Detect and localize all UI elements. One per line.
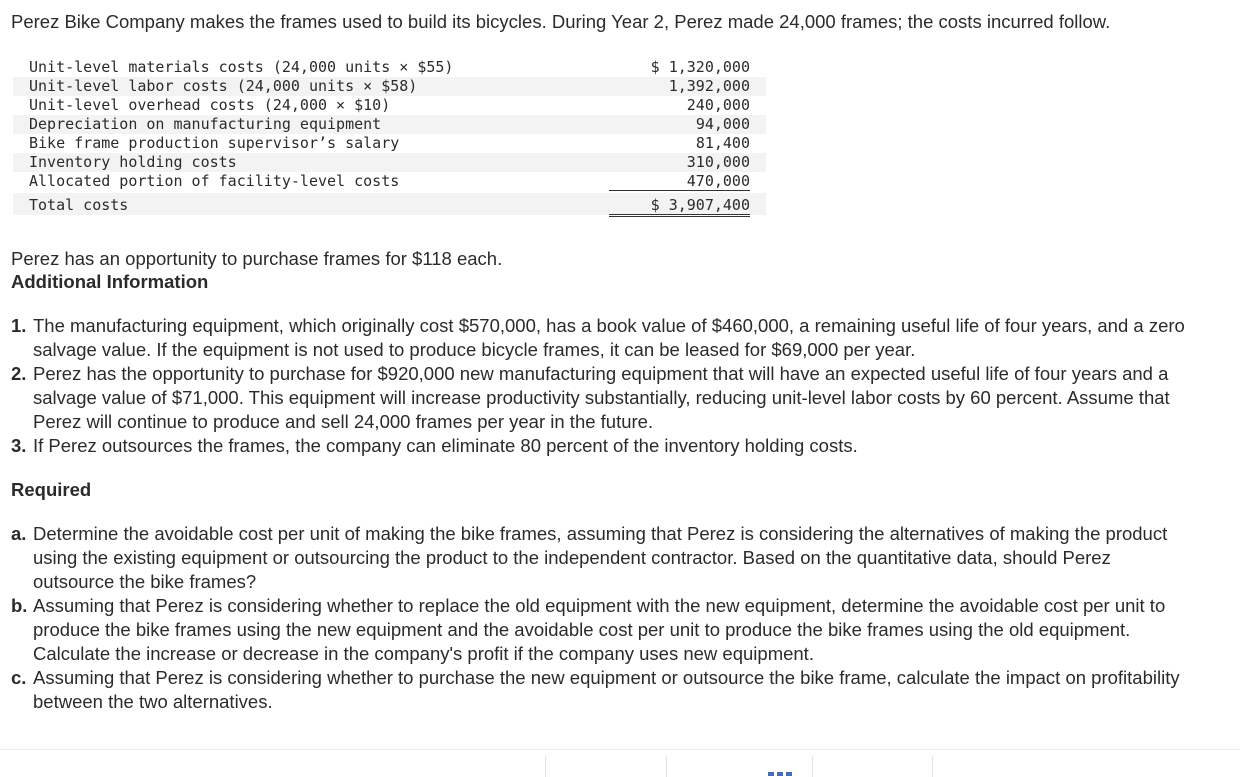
cost-row	[13, 96, 766, 115]
item-text: Assuming that Perez is considering whether to purchase the new equipment or outsource the bike frame, calculate the impact on profitability between the two alternatives.	[33, 667, 1180, 712]
additional-heading: Additional Information	[11, 271, 209, 292]
cost-amount: 1,392,000	[668, 77, 750, 95]
total-row	[13, 193, 766, 215]
cost-label: Unit-level labor costs (24,000 units × $58)	[29, 77, 418, 95]
cost-label: Inventory holding costs	[29, 153, 237, 171]
item-text: Perez has the opportunity to purchase for $920,000 new manufacturing equipment that will have an expected useful life of four years and a salvage value of $71,000. This equipment will increase productivity substantially, reducing unit-level labor costs by 60 percent. Assume that Perez will continue to produce and sell 24,000 frames per year in the future.	[33, 363, 1170, 432]
list-item	[11, 522, 1186, 594]
list-item	[11, 314, 1186, 362]
tab-divider	[812, 756, 813, 777]
cost-amount: 81,400	[695, 134, 750, 152]
item-text: The manufacturing equipment, which originally cost $570,000, has a book value of $460,000, a remaining useful life of four years, and a zero salvage value. If the equipment is not used to produce bicycle frames, it can be leased for $69,000 per year.	[33, 315, 1185, 360]
list-item	[11, 362, 1186, 434]
cost-row	[13, 134, 766, 153]
cost-amount: $ 1,320,000	[650, 58, 750, 76]
item-number: 1.	[11, 315, 27, 336]
list-item	[11, 666, 1186, 714]
item-number: 2.	[11, 363, 27, 384]
cost-row	[13, 172, 766, 191]
item-letter: a.	[11, 523, 27, 544]
item-text: Assuming that Perez is considering whether to replace the old equipment with the new equipment, determine the avoidable cost per unit to produce the bike frames using the new equipment and the avoidable cost per unit to produce the bike frames using the old equipment. Calculate the increase or decrease in the company's profit if the company uses new equipment.	[33, 595, 1166, 664]
cost-amount: 94,000	[695, 115, 750, 133]
item-text: Determine the avoidable cost per unit of making the bike frames, assuming that Perez is considering the alternatives of making the product using the existing equipment or outsourcing the product to the independent contractor. Based on the quantitative data, should Perez outsource the bike frames?	[33, 523, 1168, 592]
cost-amount: 310,000	[686, 153, 750, 171]
more-handle-icon[interactable]	[768, 772, 792, 776]
cost-amount: 240,000	[686, 96, 750, 114]
cost-table	[13, 58, 766, 215]
cost-label: Depreciation on manufacturing equipment	[29, 115, 382, 133]
required-list	[11, 522, 1186, 714]
list-item	[11, 594, 1186, 666]
tab-divider	[932, 756, 933, 777]
cost-row	[13, 115, 766, 134]
cost-row	[13, 153, 766, 172]
item-text: If Perez outsources the frames, the company can eliminate 80 percent of the inventory holding costs.	[33, 435, 858, 456]
cost-label: Unit-level overhead costs (24,000 × $10)	[29, 96, 391, 114]
total-amount: $ 3,907,400	[609, 193, 750, 217]
cost-label: Unit-level materials costs (24,000 units × $55)	[29, 58, 454, 76]
tab-divider	[545, 756, 546, 777]
cost-label: Bike frame production supervisor’s salary	[29, 134, 400, 152]
additional-list	[11, 314, 1186, 458]
opportunity-text: Perez has an opportunity to purchase frames for $118 each.	[11, 248, 503, 269]
item-number: 3.	[11, 435, 27, 456]
intro-text: Perez Bike Company makes the frames used to build its bicycles. During Year 2, Perez made 24,000 frames; the costs incurred follow.	[11, 11, 1111, 32]
cost-row	[13, 58, 766, 77]
tab-divider	[666, 756, 667, 777]
cost-label: Allocated portion of facility-level costs	[29, 172, 400, 190]
item-letter: b.	[11, 595, 28, 616]
required-heading: Required	[11, 479, 92, 500]
total-label: Total costs	[29, 196, 129, 214]
cost-amount: 470,000	[609, 172, 750, 191]
bottom-tab-bar	[0, 750, 1240, 777]
list-item	[11, 434, 1186, 458]
cost-row	[13, 77, 766, 96]
item-letter: c.	[11, 667, 27, 688]
